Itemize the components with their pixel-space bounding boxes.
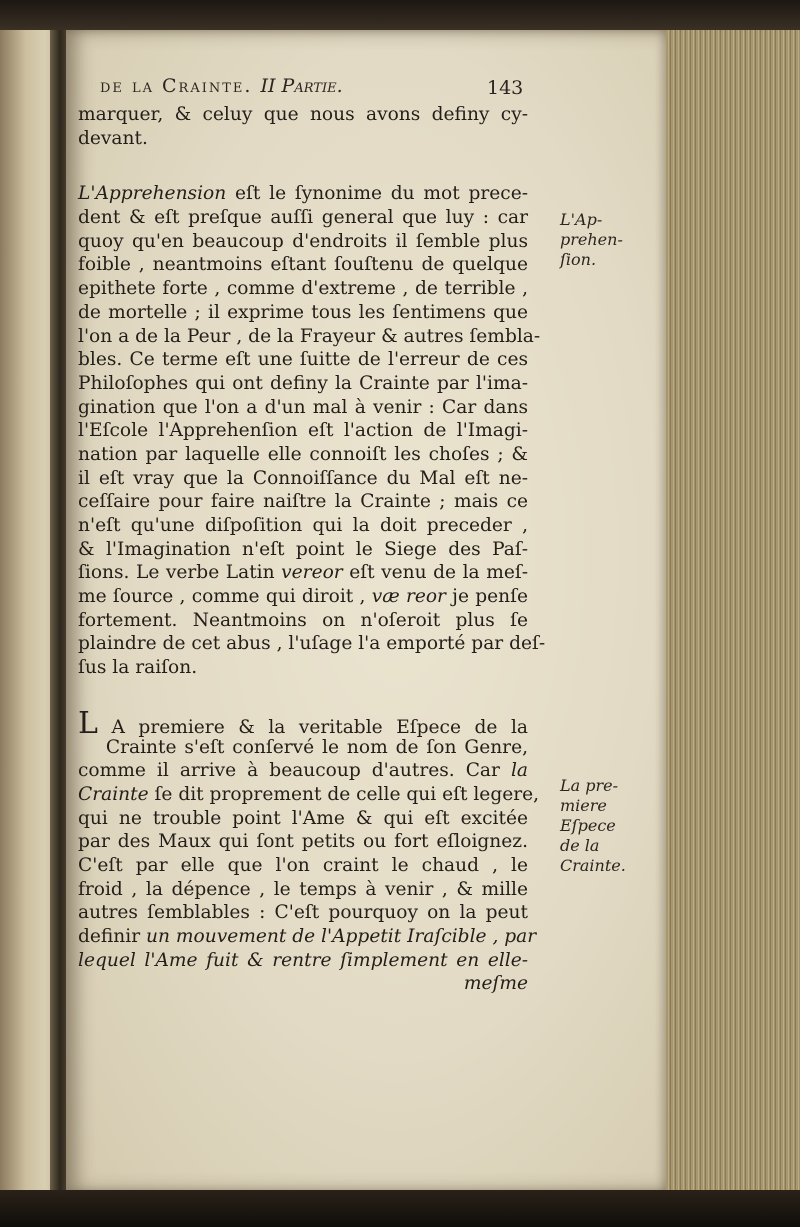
text-line: gination que l'on a d'un mal à venir : Car dans [78,396,528,418]
apprehension-term: L'Apprehension [78,183,227,205]
text-line: marquer, & celuy que nous avons definy cy- [78,104,528,125]
text-span: eſt venu de la meſ- [342,562,528,584]
page-edges [662,26,800,1196]
drop-cap: L [78,705,98,741]
catchword: meſme [463,973,528,995]
text-span: me ſource , comme qui diroit , [78,586,366,608]
margin-note-line: ſion. [560,250,597,269]
bottom-shadow [0,1190,800,1227]
text-line [78,949,528,973]
text-line: n'eſt qu'une diſpoſition qui la doit preceder , [78,515,528,536]
margin-note-line: La pre- [560,776,619,795]
text-line [78,182,528,206]
text-line: l'on a de la Peur , de la Frayeur & autres ſembla- [78,325,541,347]
text-line: nation par laquelle elle connoiſt les choſes ; & [78,443,528,465]
text-line: C'eſt par elle que l'on craint le chaud , le [78,854,528,876]
text-span: un mouvement de l'Appetit Iraſcible , par [146,926,537,947]
text-span: lequel l'Ame fuit & rentre ſimplement en elle- [78,949,528,971]
margin-note-line: prehen- [560,230,623,249]
text-line: fortement. Neantmoins on n'oſeroit plus ſe [78,609,528,631]
text-block [78,103,546,996]
text-line [78,783,540,807]
text-line: par des Maux qui ſont petits ou fort eſloignez. [78,831,528,853]
part-label: II Partie. [260,75,343,97]
text-line: quoy qu'en beaucoup d'endroits il ſemble plus [78,230,528,252]
text-span: Crainte [78,783,149,805]
text-line [78,561,528,585]
text-span: A premiere & la veritable Eſpece de la [111,716,528,738]
running-head [100,75,520,97]
text-line: qui ne trouble point l'Ame & qui eſt excitée [78,807,528,829]
margin-note-line: Eſpece [560,816,616,835]
margin-note-line: Crainte. [560,856,626,875]
page-number: 143 [487,77,524,99]
margin-note-apprehension [560,210,623,270]
text-span: ſe dit proprement de celle qui eſt legere, [148,783,540,805]
text-line: de mortelle ; il exprime tous les ſentimens que [78,301,528,323]
text-line: ceſſaire pour faire naiſtre la Crainte ; mais ce [78,491,528,513]
text-line: Philoſophes qui ont definy la Crainte par l'ima- [78,372,528,394]
text-span: ſions. Le verbe Latin [78,562,275,584]
text-line [78,736,528,760]
text-line [78,705,528,741]
catchword-line [78,972,528,996]
margin-note-line: L'Ap- [560,210,603,229]
top-shadow [0,0,800,30]
text-line [78,759,528,783]
margin-note-line: miere [560,796,607,815]
text-span: Crainte s'eſt conſervé le nom de ſon Genre, [105,736,528,758]
text-line: foible , neantmoins eſtant ſouſtenu de quelque [78,254,528,276]
text-span: eſt le ſynonime du mot prece- [226,183,528,205]
text-span: je penſe [445,586,528,608]
text-line: il eſt vray que la Connoiſſance du Mal eſt ne- [78,467,528,489]
text-line: plaindre de cet abus , l'uſage l'a emporté par deſ- [78,633,546,655]
text-line [78,585,528,609]
text-line: froid , la dépence , le temps à venir , & mille [78,878,528,900]
latin-verb: vereor [281,562,343,584]
text-line: dent & eſt preſque auſſi general que luy : car [78,207,528,229]
text-span: definir [78,926,141,947]
text-line: l'Eſcole l'Apprehenſion eſt l'action de l'Imagi- [78,420,528,442]
text-line: devant. [78,127,148,149]
text-line: epithete forte , comme d'extreme , de terrible , [78,278,528,300]
text-line: autres ſemblables : C'eſt pourquoy on la peut [78,902,528,924]
text-line: bles. Ce terme eſt une ſuitte de l'erreur de ces [78,349,528,371]
text-line: ſus la raiſon. [78,657,198,679]
text-line [78,925,537,949]
margin-note-premiere [560,776,626,876]
running-title: de la Crainte. [100,75,253,97]
latin-phrase: væ reor [371,586,446,608]
margin-note-line: de la [560,836,600,855]
text-span: comme il arrive à beaucoup d'autres. Car [78,760,500,782]
text-line: & l'Imagination n'eſt point le Siege des Paſ- [78,538,528,560]
text-span: la [510,760,528,782]
